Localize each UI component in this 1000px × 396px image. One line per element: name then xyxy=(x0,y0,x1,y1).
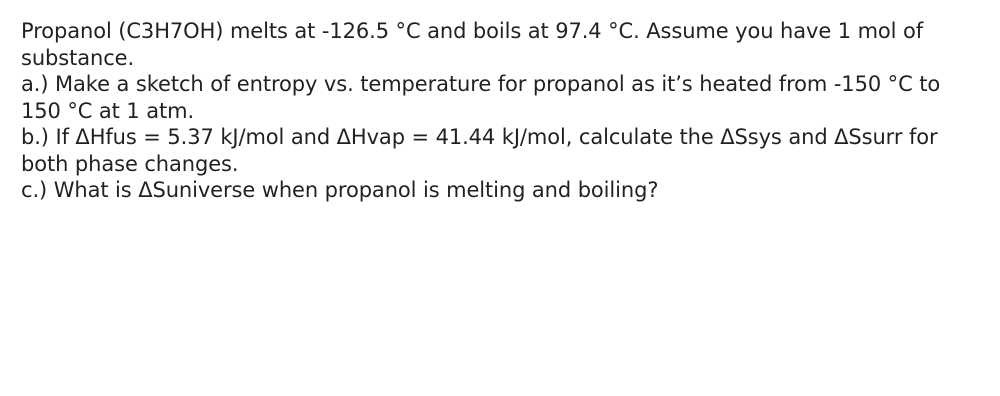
question-part-c: c.) What is ΔSuniverse when propanol is melting and boiling? xyxy=(21,178,659,202)
question-part-b: b.) If ΔHfus = 5.37 kJ/mol and ΔHvap = 41.44 kJ/mol, calculate the ΔSsys and ΔSsurr for both phase changes. xyxy=(21,125,938,176)
question-intro: Propanol (C3H7OH) melts at -126.5 °C and boils at 97.4 °C. Assume you have 1 mol of substance. xyxy=(21,19,924,70)
question-text-block xyxy=(21,18,986,204)
question-part-a: a.) Make a sketch of entropy vs. temperature for propanol as it’s heated from -150 °C to 150 °C at 1 atm. xyxy=(21,72,941,123)
